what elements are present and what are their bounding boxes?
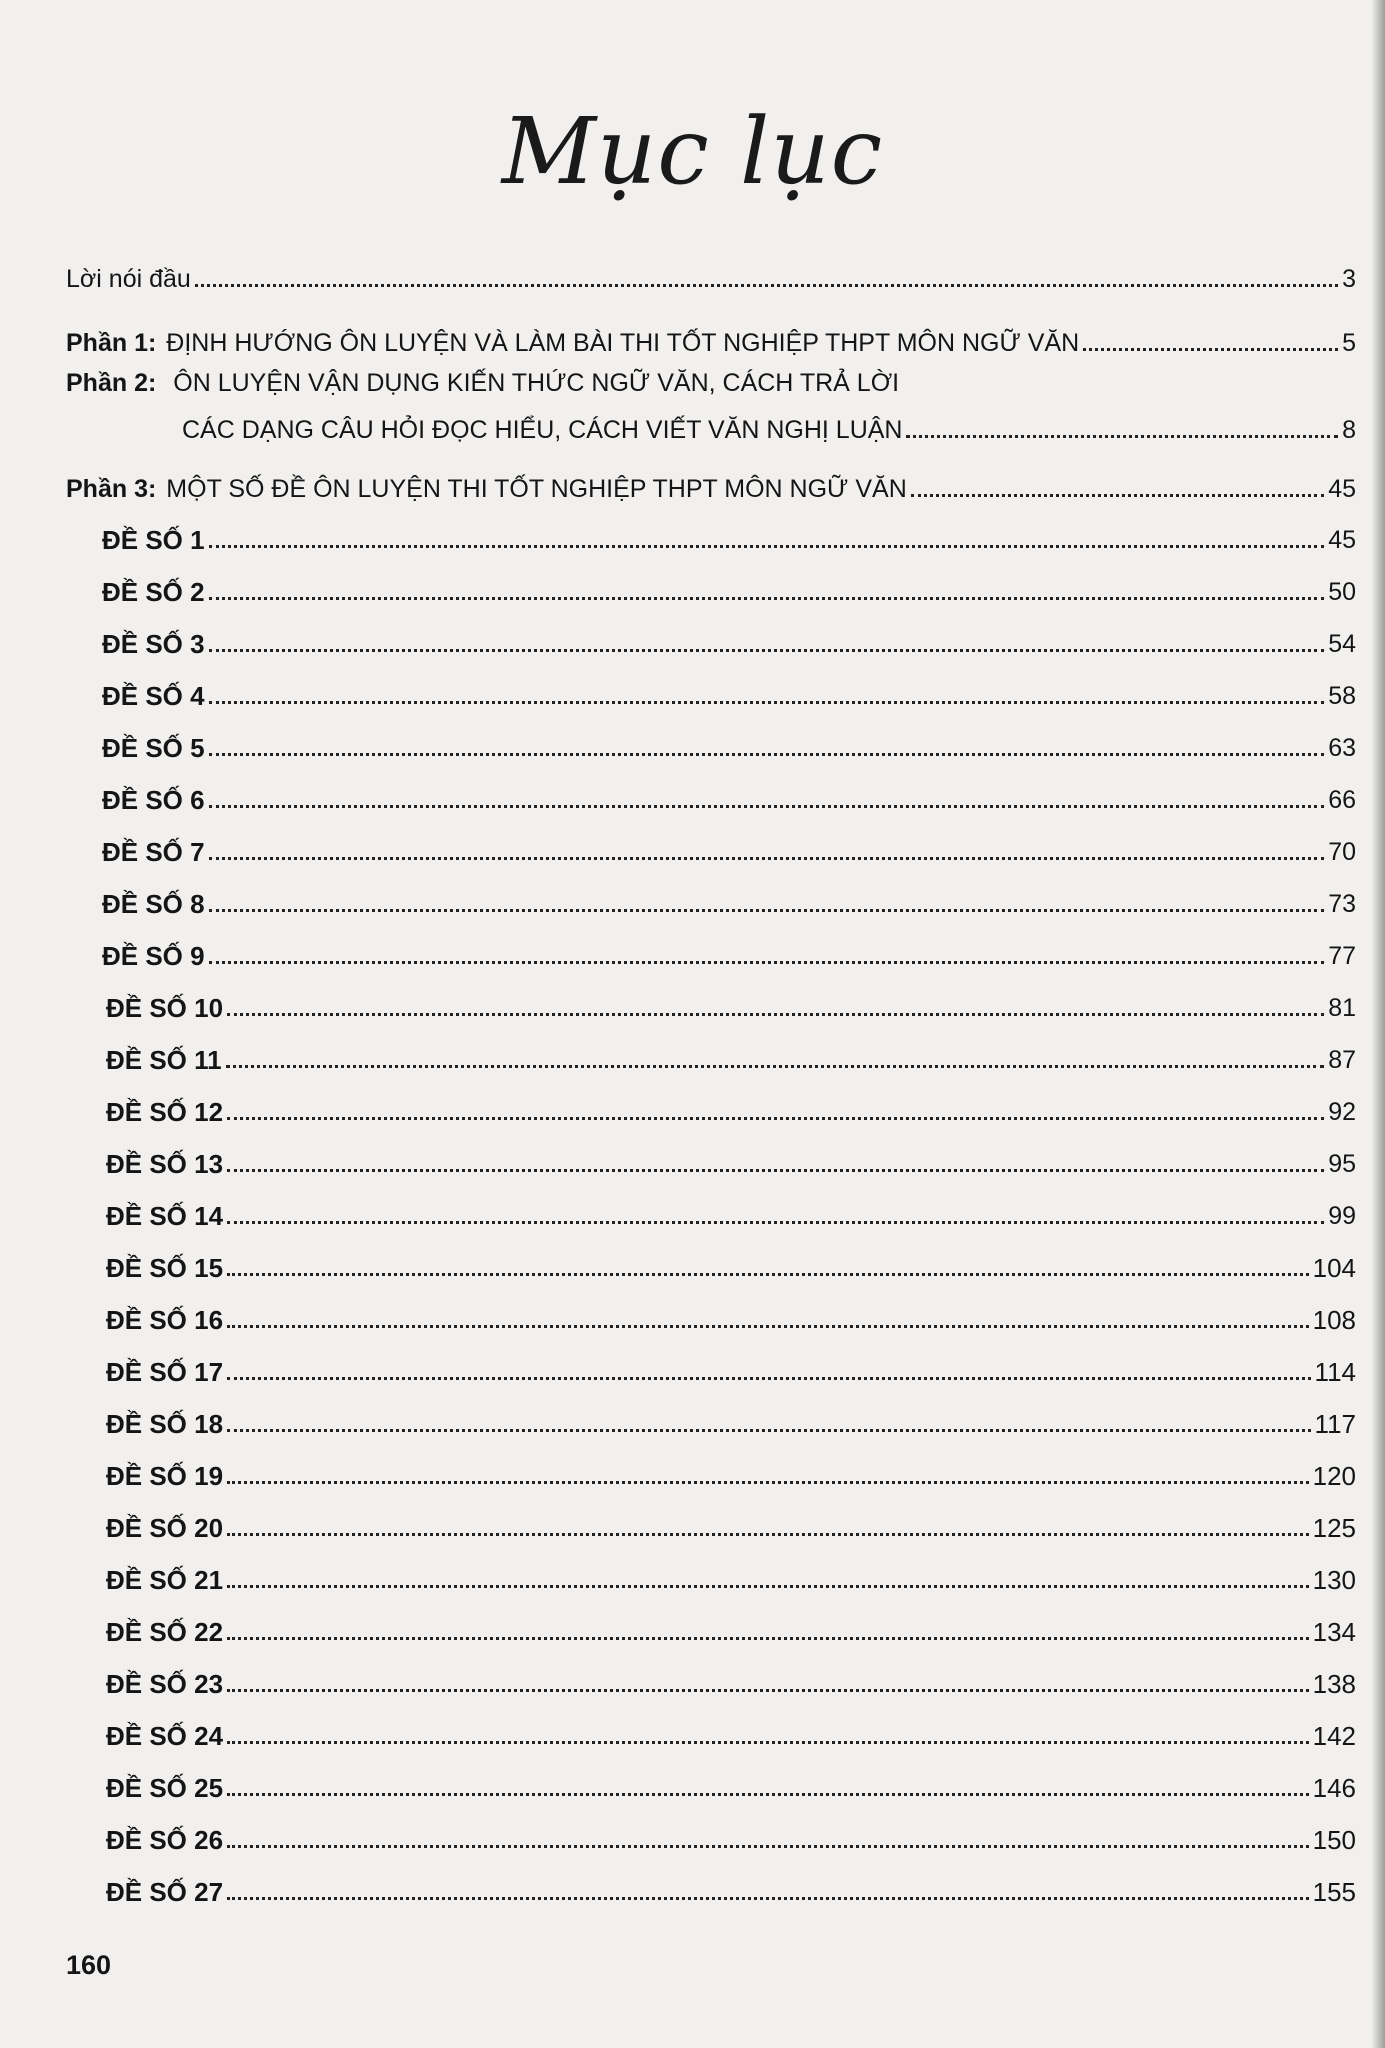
toc-exam-entry[interactable] <box>102 931 1356 971</box>
toc-entry-page: 45 <box>1328 475 1356 503</box>
exam-label: ĐỀ SỐ 23 <box>106 1669 224 1699</box>
toc-exam-entry[interactable] <box>102 827 1356 867</box>
exam-label: ĐỀ SỐ 27 <box>106 1877 224 1907</box>
exam-label: ĐỀ SỐ 1 <box>102 525 205 555</box>
toc-exam-entry[interactable] <box>106 1711 1356 1751</box>
toc-exam-entry[interactable] <box>102 671 1356 711</box>
exam-page: 73 <box>1328 890 1356 918</box>
toc-exam-entry[interactable] <box>106 1607 1356 1647</box>
dot-leader <box>227 1429 1310 1432</box>
dot-leader <box>227 1793 1309 1796</box>
dot-leader <box>209 909 1325 912</box>
dot-leader <box>227 1325 1309 1328</box>
page-number: 160 <box>66 1950 112 1980</box>
exam-label: ĐỀ SỐ 20 <box>106 1513 224 1543</box>
toc-entry-label-continued: CÁC DẠNG CÂU HỎI ĐỌC HIỂU, CÁCH VIẾT VĂN NGHỊ LUẬN <box>182 416 903 444</box>
exam-page: 92 <box>1328 1098 1356 1126</box>
exam-page: 114 <box>1314 1357 1356 1387</box>
exam-page: 63 <box>1328 734 1356 762</box>
exam-page: 146 <box>1312 1773 1356 1803</box>
dot-leader <box>209 545 1325 548</box>
toc-entry-label: MỘT SỐ ĐỀ ÔN LUYỆN THI TỐT NGHIỆP THPT MÔN NGỮ VĂN <box>166 475 907 503</box>
dot-leader <box>227 1533 1309 1536</box>
dot-leader <box>209 805 1325 808</box>
toc-exam-entry[interactable] <box>102 723 1356 763</box>
exam-label: ĐỀ SỐ 21 <box>106 1565 224 1595</box>
dot-leader <box>227 1273 1309 1276</box>
toc-exam-entry[interactable] <box>106 1191 1356 1231</box>
dot-leader <box>227 1637 1309 1640</box>
toc-entry-label: Lời nói đầu <box>66 265 191 293</box>
exam-label: ĐỀ SỐ 19 <box>106 1461 224 1491</box>
dot-leader <box>195 284 1338 287</box>
exam-page: 77 <box>1328 942 1356 970</box>
exam-page: 138 <box>1312 1669 1356 1699</box>
dot-leader <box>227 1845 1309 1848</box>
dot-leader <box>227 1689 1309 1692</box>
exam-label: ĐỀ SỐ 18 <box>106 1409 224 1439</box>
exam-label: ĐỀ SỐ 9 <box>102 941 205 971</box>
exam-label: ĐỀ SỐ 8 <box>102 889 205 919</box>
exam-label: ĐỀ SỐ 11 <box>106 1045 222 1075</box>
exam-page: 104 <box>1312 1253 1356 1283</box>
page-title: Mục lục <box>501 98 884 205</box>
dot-leader <box>209 753 1325 756</box>
exam-label: ĐỀ SỐ 17 <box>106 1357 224 1387</box>
exam-label: ĐỀ SỐ 25 <box>106 1773 224 1803</box>
exam-label: ĐỀ SỐ 12 <box>106 1097 224 1127</box>
exam-page: 95 <box>1328 1150 1356 1178</box>
exam-page: 58 <box>1328 682 1356 710</box>
toc-exam-entry[interactable] <box>106 1139 1356 1179</box>
dot-leader <box>227 1377 1310 1380</box>
dot-leader <box>227 1481 1309 1484</box>
exam-page: 125 <box>1312 1513 1356 1543</box>
toc-exam-entry[interactable] <box>106 1763 1356 1803</box>
toc-entry-part-1[interactable] <box>66 318 1356 358</box>
exam-label: ĐỀ SỐ 15 <box>106 1253 224 1283</box>
dot-leader <box>209 597 1325 600</box>
toc-exam-entry[interactable] <box>106 1815 1356 1855</box>
dot-leader <box>906 435 1338 438</box>
toc-entry-page: 3 <box>1342 265 1356 293</box>
dot-leader <box>209 701 1325 704</box>
exam-page: 70 <box>1328 838 1356 866</box>
toc-exam-entry[interactable] <box>106 1503 1356 1543</box>
toc-exam-entry[interactable] <box>102 515 1356 555</box>
exam-page: 45 <box>1328 526 1356 554</box>
exam-page: 155 <box>1312 1877 1356 1907</box>
exam-page: 150 <box>1312 1825 1356 1855</box>
toc-entry-part-3[interactable] <box>66 464 1356 504</box>
dot-leader <box>227 1897 1309 1900</box>
toc-exam-entry[interactable] <box>102 567 1356 607</box>
toc-exam-entry[interactable] <box>106 1867 1356 1907</box>
dot-leader <box>1083 348 1338 351</box>
toc-exam-entry[interactable] <box>106 1555 1356 1595</box>
exam-page: 130 <box>1312 1565 1356 1595</box>
exam-label: ĐỀ SỐ 14 <box>106 1201 224 1231</box>
toc-exam-entry[interactable] <box>106 1347 1356 1387</box>
exam-label: ĐỀ SỐ 13 <box>106 1149 224 1179</box>
part-prefix: Phần 1: <box>66 329 157 357</box>
exam-label: ĐỀ SỐ 24 <box>106 1721 224 1751</box>
exam-label: ĐỀ SỐ 7 <box>102 837 205 867</box>
exam-label: ĐỀ SỐ 6 <box>102 785 205 815</box>
toc-exam-entry[interactable] <box>102 619 1356 659</box>
exam-label: ĐỀ SỐ 5 <box>102 733 205 763</box>
part-prefix: Phần 2: <box>66 369 157 397</box>
exam-label: ĐỀ SỐ 16 <box>106 1305 224 1335</box>
toc-entry-preface[interactable] <box>66 254 1356 294</box>
toc-exam-entry[interactable] <box>106 1451 1356 1491</box>
exam-page: 117 <box>1314 1409 1356 1439</box>
toc-entry-page: 8 <box>1342 416 1356 444</box>
exam-label: ĐỀ SỐ 22 <box>106 1617 224 1647</box>
exam-page: 120 <box>1312 1461 1356 1491</box>
toc-exam-entry[interactable] <box>106 1295 1356 1335</box>
dot-leader <box>227 1221 1324 1224</box>
exam-page: 54 <box>1328 630 1356 658</box>
dot-leader <box>209 857 1325 860</box>
exam-page: 66 <box>1328 786 1356 814</box>
dot-leader <box>227 1585 1309 1588</box>
exam-label: ĐỀ SỐ 3 <box>102 629 205 659</box>
exam-page: 87 <box>1328 1046 1356 1074</box>
toc-exam-entry[interactable] <box>106 1243 1356 1283</box>
toc-entry-label: ÔN LUYỆN VẬN DỤNG KIẾN THỨC NGỮ VĂN, CÁCH TRẢ LỜI <box>173 369 900 397</box>
exam-label: ĐỀ SỐ 10 <box>106 993 224 1023</box>
toc-exam-entry[interactable] <box>106 983 1356 1023</box>
exam-page: 108 <box>1312 1305 1356 1335</box>
toc-exam-entry[interactable] <box>106 1035 1356 1075</box>
dot-leader <box>226 1065 1325 1068</box>
toc-entry-part-2[interactable] <box>182 405 1356 445</box>
toc-exam-entry[interactable] <box>106 1659 1356 1699</box>
dot-leader <box>227 1741 1309 1744</box>
exam-label: ĐỀ SỐ 2 <box>102 577 205 607</box>
toc-entry-label: ĐỊNH HƯỚNG ÔN LUYỆN VÀ LÀM BÀI THI TỐT NGHIỆP THPT MÔN NGỮ VĂN <box>166 329 1080 357</box>
exam-page: 50 <box>1328 578 1356 606</box>
dot-leader <box>227 1169 1324 1172</box>
toc-exam-entry[interactable] <box>106 1087 1356 1127</box>
exam-page: 142 <box>1312 1721 1356 1751</box>
dot-leader <box>227 1013 1324 1016</box>
toc-entry-page: 5 <box>1342 329 1356 357</box>
toc-exam-entry[interactable] <box>102 879 1356 919</box>
exam-page: 99 <box>1328 1202 1356 1230</box>
exam-label: ĐỀ SỐ 4 <box>102 681 205 711</box>
dot-leader <box>209 649 1325 652</box>
toc-exam-entry[interactable] <box>102 775 1356 815</box>
exam-page: 81 <box>1328 994 1356 1022</box>
dot-leader <box>209 961 1325 964</box>
toc-exam-entry[interactable] <box>106 1399 1356 1439</box>
dot-leader <box>227 1117 1324 1120</box>
part-prefix: Phần 3: <box>66 475 157 503</box>
dot-leader <box>911 494 1324 497</box>
exam-label: ĐỀ SỐ 26 <box>106 1825 224 1855</box>
exam-page: 134 <box>1312 1617 1356 1647</box>
toc-entry-part-2-line-1[interactable] <box>66 368 899 398</box>
